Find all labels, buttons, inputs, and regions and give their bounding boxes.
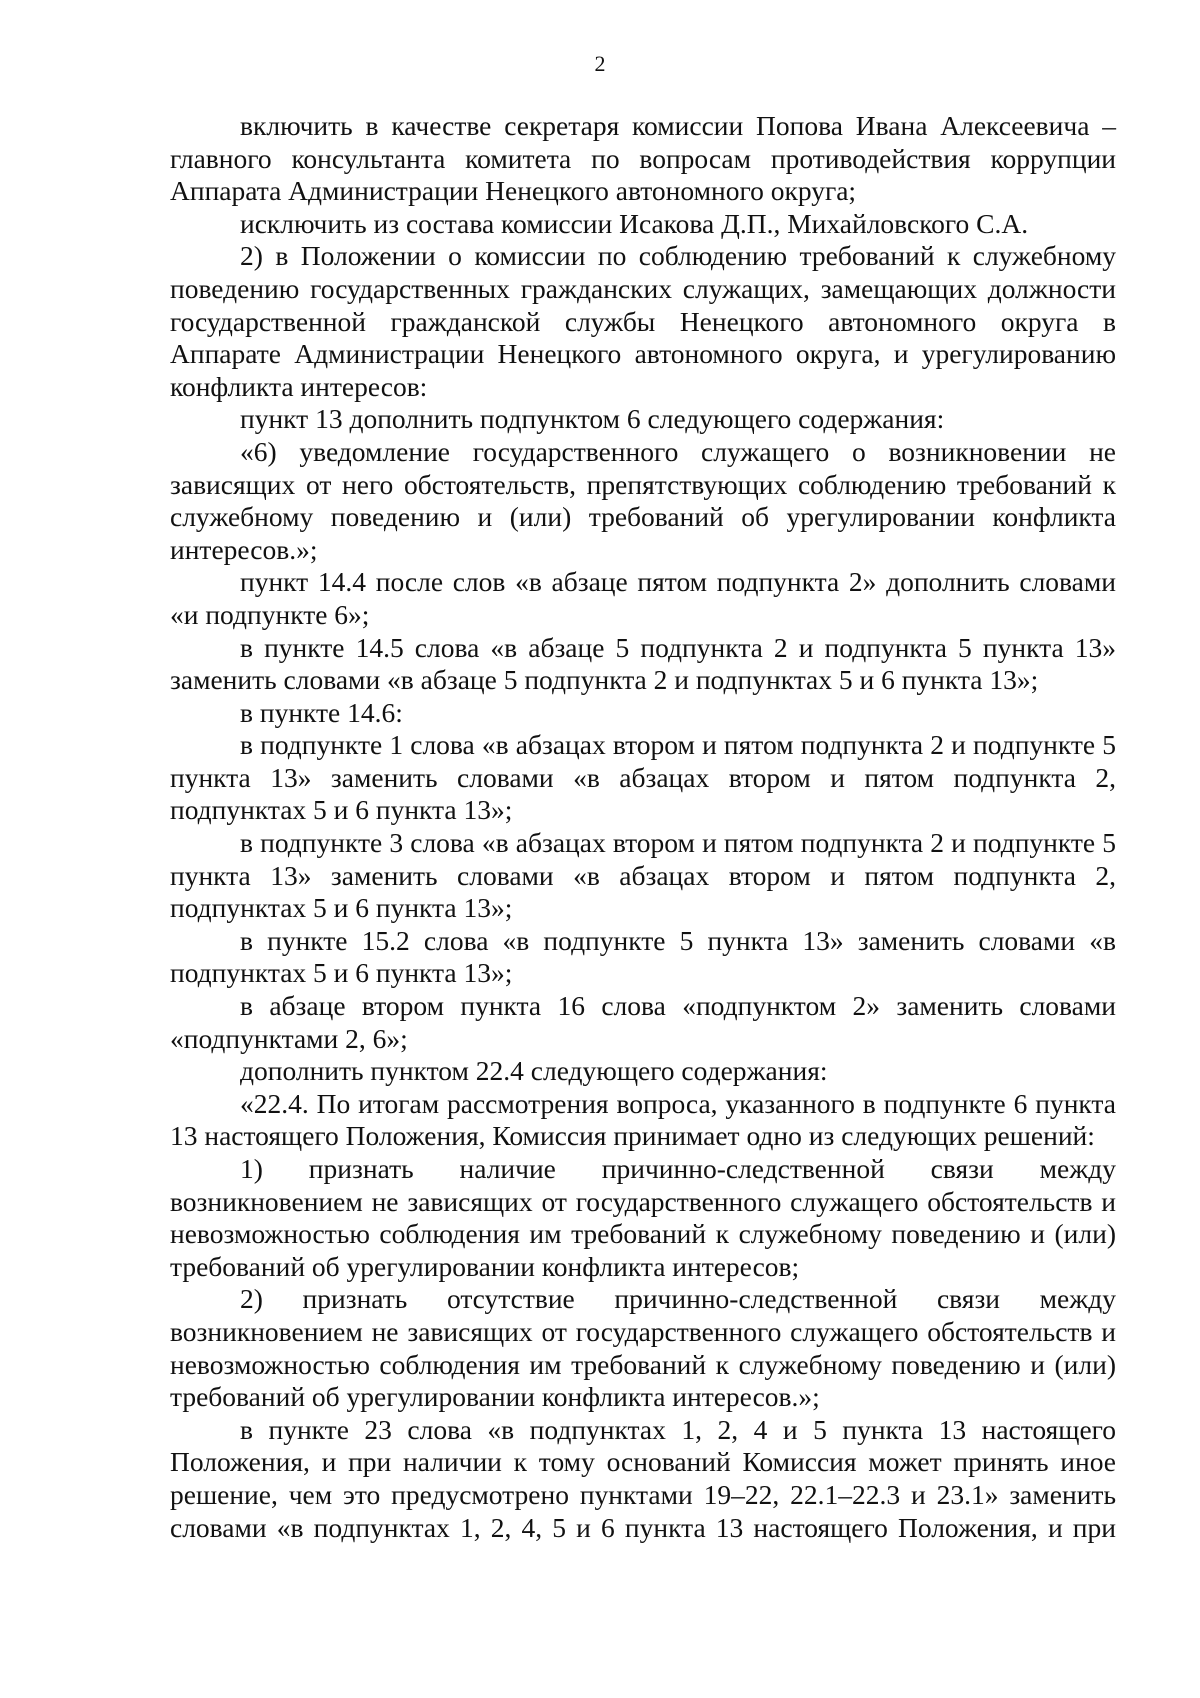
page-number: 2 xyxy=(594,51,606,76)
document-body xyxy=(170,110,1116,1544)
paragraph-item-14-6-sub-1: в подпункте 1 слова «в абзацах втором и пятом подпункта 2 и подпункте 5 пункта 13» заменить словами «в абзацах втором и пятом подпункта 2, подпунктах 5 и 6 пункта 13»; xyxy=(170,729,1116,826)
paragraph-add-item-22-4: дополнить пунктом 22.4 следующего содержания: xyxy=(240,1055,828,1087)
paragraph-regulation-amendment: 2) в Положении о комиссии по соблюдению требований к служебному поведению государственных гражданских служащих, замещающих должности государственной гражданской службы Ненецкого автономного округа в Аппарате Администрации Ненецкого автономного округа, и урегулированию конфликта интересов: xyxy=(170,240,1116,402)
paragraph-decision-1: 1) признать наличие причинно-следственной связи между возникновением не зависящих от государственного служащего обстоятельств и невозможностью соблюдения им требований к служебному поведению и (или) требований об урегулировании конфликта интересов; xyxy=(170,1153,1116,1282)
paragraph-item-14-6-sub-3: в подпункте 3 слова «в абзацах втором и пятом подпункта 2 и подпункте 5 пункта 13» заменить словами «в абзацах втором и пятом подпункта 2, подпунктах 5 и 6 пункта 13»; xyxy=(170,827,1116,924)
paragraph-item-14-5: в пункте 14.5 слова «в абзаце 5 подпункта 2 и подпункта 5 пункта 13» заменить словами «в абзаце 5 подпункта 2 и подпунктах 5 и 6 пункта 13»; xyxy=(170,631,1116,696)
paragraph-item-14-6: в пункте 14.6: xyxy=(240,696,403,728)
paragraph-exclude-members: исключить из состава комиссии Исакова Д.П., Михайловского С.А. xyxy=(240,207,1029,239)
paragraph-item-23: в пункте 23 слова «в подпунктах 1, 2, 4 и 5 пункта 13 настоящего Положения, и при наличии к тому оснований Комиссия может принять иное решение, чем это предусмотрено пунктами 19–22, 22.1–22.3 и 23.1» заменить словами «в подпунктах 1, 2, 4, 5 и 6 пункта 13 настоящего Положения, и при xyxy=(170,1413,1116,1543)
paragraph-item-14-4: пункт 14.4 после слов «в абзаце пятом подпункта 2» дополнить словами «и подпункте 6»; xyxy=(170,566,1116,630)
paragraph-item-22-4: «22.4. По итогам рассмотрения вопроса, указанного в подпункте 6 пункта 13 настоящего Положения, Комиссия принимает одно из следующих решений: xyxy=(170,1087,1116,1152)
paragraph-decision-2: 2) признать отсутствие причинно-следственной связи между возникновением не зависящих от государственного служащего обстоятельств и невозможностью соблюдения им требований к служебному поведению и (или) требований об урегулировании конфликта интересов.»; xyxy=(170,1283,1116,1413)
paragraph-item-15-2: в пункте 15.2 слова «в подпункте 5 пункта 13» заменить словами «в подпунктах 5 и 6 пункта 13»; xyxy=(170,924,1116,989)
paragraph-item-16: в абзаце втором пункта 16 слова «подпунктом 2» заменить словами «подпунктами 2, 6»; xyxy=(170,990,1116,1054)
paragraph-subitem-6: «6) уведомление государственного служащего о возникновении не зависящих от него обстоятельств, препятствующих соблюдению требований к служебному поведению и (или) требований об урегулировании конфликта интересов.»; xyxy=(170,435,1116,565)
paragraph-secretary: включить в качестве секретаря комиссии Попова Ивана Алексеевича – главного консультанта комитета по вопросам противодействия коррупции Аппарата Администрации Ненецкого автономного округа; xyxy=(170,110,1116,207)
paragraph-item-13: пункт 13 дополнить подпунктом 6 следующего содержания: xyxy=(240,403,945,435)
